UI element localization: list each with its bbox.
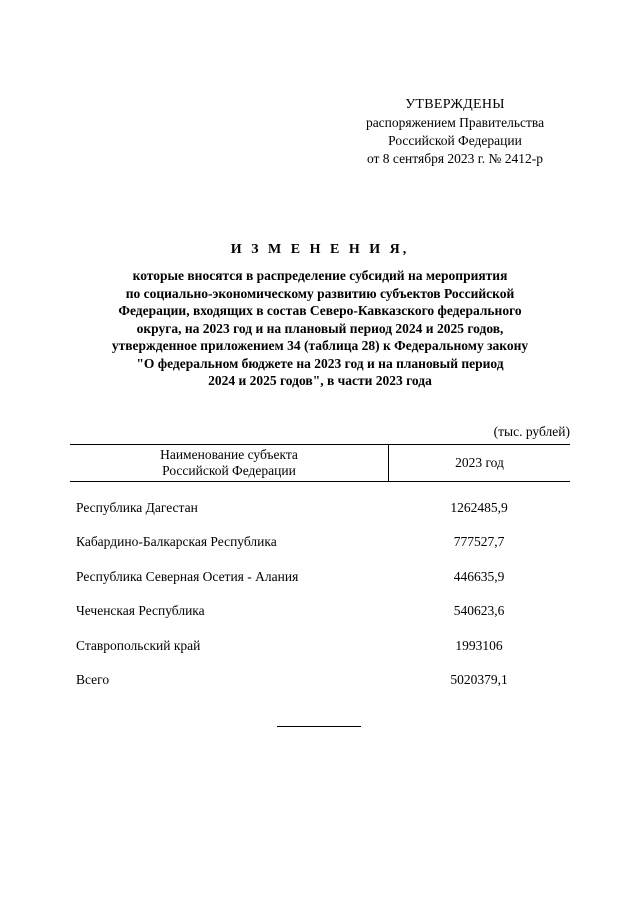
row-subject-name: Кабардино-Балкарская Республика <box>76 534 277 550</box>
table-row <box>70 532 570 566</box>
row-value: 1262485,9 <box>450 500 508 515</box>
table-row <box>70 636 570 670</box>
header-year: 2023 год <box>455 455 504 470</box>
table-header <box>70 444 570 482</box>
end-separator-line <box>277 726 361 727</box>
approval-line-1: распоряжением Правительства <box>365 115 545 130</box>
table-row <box>70 601 570 635</box>
header-name-line-2: Российской Федерации <box>162 463 296 478</box>
table-row-total <box>70 670 570 704</box>
subtitle-line-1: которые вносятся в распределение субсидий на мероприятия <box>132 268 508 283</box>
row-subject-name: Республика Северная Осетия - Алания <box>76 568 299 584</box>
row-value: 777527,7 <box>453 534 505 550</box>
subtitle-line-7: 2024 и 2025 годов", в части 2023 года <box>208 373 432 388</box>
table-row <box>70 498 570 532</box>
approval-line-3: от 8 сентября 2023 г. № 2412-р <box>366 151 544 166</box>
row-subject-name: Ставропольский край <box>76 637 201 653</box>
subtitle-line-2: по социально-экономическому развитию субъектов Российской <box>125 285 515 301</box>
title-main: И З М Е Н Е Н И Я, <box>230 242 410 257</box>
subtitle-line-6: "О федеральном бюджете на 2023 год и на плановый период <box>136 355 504 371</box>
table-row <box>70 567 570 601</box>
approval-line-2: Российской Федерации <box>388 133 522 148</box>
subtitle-line-5: утвержденное приложением 34 (таблица 28) к Федеральному закону <box>111 338 529 353</box>
table-body <box>70 498 570 704</box>
row-subject-name: Всего <box>76 671 110 687</box>
header-name-line-1: Наименование субъекта <box>160 447 298 462</box>
row-subject-name: Республика Дагестан <box>76 500 198 515</box>
title-subtitle <box>70 267 570 390</box>
approval-stamp <box>330 96 580 168</box>
units-label: (тыс. рублей) <box>493 424 570 439</box>
header-subject-name <box>70 445 389 481</box>
row-value: 5020379,1 <box>450 671 508 687</box>
document-title <box>70 240 570 390</box>
approval-heading: УТВЕРЖДЕНЫ <box>405 97 505 112</box>
subtitle-line-3: Федерации, входящих в состав Северо-Кавказского федерального <box>118 303 522 318</box>
subtitle-line-4: округа, на 2023 год и на плановый период 2024 и 2025 годов, <box>136 320 504 336</box>
row-value: 446635,9 <box>453 568 505 584</box>
row-subject-name: Чеченская Республика <box>76 603 205 619</box>
row-value: 540623,6 <box>453 603 505 619</box>
row-value: 1993106 <box>455 637 503 653</box>
